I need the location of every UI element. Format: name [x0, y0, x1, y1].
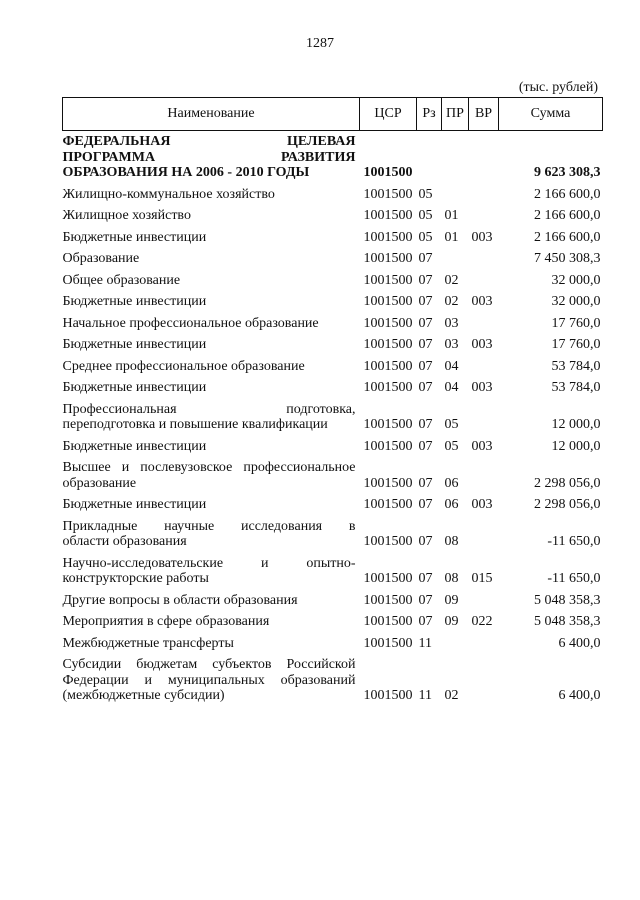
row-pr: 06: [444, 475, 459, 491]
row-name: [63, 313, 360, 335]
row-sum: 6 400,0: [558, 635, 601, 651]
row-name-line: области образования: [62, 534, 187, 549]
table-row: [63, 270, 603, 292]
row-csr: 1001500: [363, 438, 413, 454]
row-sum: 2 298 056,0: [534, 475, 601, 491]
table-row: [63, 590, 603, 612]
row-vr: [469, 270, 499, 292]
row-pr: [442, 184, 469, 206]
table-row: [63, 553, 603, 590]
row-rz: 11: [418, 635, 432, 651]
row-name-line: Бюджетные инвестиции: [62, 438, 207, 454]
row-sum: 7 450 308,3: [534, 251, 601, 266]
row-rz: 07: [418, 251, 433, 266]
row-sum: 32 000,0: [551, 294, 601, 309]
row-name: [63, 184, 360, 206]
row-name: [63, 377, 360, 399]
row-name-line: Образование: [62, 251, 140, 266]
row-vr: 003: [471, 294, 493, 309]
row-csr: 1001500: [363, 635, 413, 651]
row-pr: 01: [444, 229, 459, 245]
table-row: [63, 356, 603, 378]
row-vr: 003: [471, 380, 493, 395]
row-sum: -11 650,0: [547, 534, 601, 549]
header-sum: Сумма: [499, 98, 603, 131]
row-name: [63, 356, 360, 378]
row-vr: 015: [471, 571, 493, 586]
table-row: [63, 291, 603, 313]
row-pr: 02: [444, 294, 459, 309]
row-sum: 5 048 358,3: [534, 592, 601, 608]
row-rz: 07: [418, 417, 433, 432]
row-rz: 07: [418, 614, 433, 629]
row-name-line: Федерации и муниципальных образований: [62, 672, 356, 688]
row-rz: 07: [418, 315, 433, 331]
row-name: [63, 270, 360, 292]
row-name: [63, 227, 360, 249]
row-sum: 12 000,0: [551, 438, 601, 454]
row-rz: 07: [418, 592, 433, 608]
table-row: [63, 227, 603, 249]
row-sum: -11 650,0: [547, 571, 601, 586]
row-name-line: Общее образование: [62, 272, 181, 288]
row-name-line: Жилищное хозяйство: [62, 208, 191, 223]
row-pr: 03: [444, 315, 459, 331]
row-name: [63, 590, 360, 612]
row-name-line: Прикладные научные исследования в: [62, 518, 356, 534]
row-vr: [469, 633, 499, 655]
row-vr: [469, 457, 499, 494]
row-pr: 03: [444, 337, 459, 352]
row-name-line: Бюджетные инвестиции: [62, 337, 207, 352]
row-vr: [469, 654, 499, 707]
row-vr: [469, 205, 499, 227]
budget-table: [62, 97, 603, 707]
row-name-line: Субсидии бюджетам субъектов Российской: [62, 657, 356, 672]
row-rz: 07: [418, 380, 433, 395]
table-row: [63, 184, 603, 206]
row-pr: 09: [444, 592, 459, 608]
row-csr: 1001500: [363, 614, 413, 629]
row-pr: 09: [444, 614, 459, 629]
row-csr: 1001500: [363, 534, 413, 549]
row-csr: 1001500: [363, 229, 413, 245]
row-name-line: Бюджетные инвестиции: [62, 497, 207, 512]
row-rz: 07: [418, 534, 433, 549]
row-pr: 02: [444, 688, 459, 703]
table-row: [63, 399, 603, 436]
row-name-line: образование: [62, 475, 137, 491]
row-csr: 1001500: [363, 337, 413, 352]
row-rz: 07: [418, 294, 433, 309]
row-csr: 1001500: [363, 165, 413, 180]
row-name: [63, 436, 360, 458]
row-sum: 5 048 358,3: [534, 614, 601, 629]
table-body: [63, 131, 603, 707]
header-csr: ЦСР: [360, 98, 417, 131]
row-sum: 2 298 056,0: [534, 497, 601, 512]
row-sum: 32 000,0: [551, 272, 601, 288]
row-csr: 1001500: [363, 294, 413, 309]
row-vr: [469, 313, 499, 335]
row-vr: 003: [471, 229, 493, 245]
row-pr: [442, 633, 469, 655]
row-name-line: переподготовка и повышение квалификации: [62, 417, 328, 432]
row-csr: 1001500: [363, 380, 413, 395]
row-sum: 2 166 600,0: [534, 208, 601, 223]
row-name: [63, 131, 360, 184]
row-rz: [417, 131, 442, 184]
table-row: [63, 205, 603, 227]
row-name-line: Межбюджетные трансферты: [62, 635, 234, 651]
header-name: Наименование: [63, 98, 360, 131]
table-row: [63, 313, 603, 335]
table-row: [63, 654, 603, 707]
row-name-line: Бюджетные инвестиции: [62, 380, 207, 395]
row-csr: 1001500: [363, 315, 413, 331]
row-name-line: Мероприятия в сфере образования: [62, 614, 270, 629]
row-sum: 9 623 308,3: [534, 165, 601, 180]
row-csr: 1001500: [363, 688, 413, 703]
row-rz: 05: [418, 208, 433, 223]
row-rz: 07: [418, 272, 433, 288]
table-header: [63, 98, 603, 131]
row-name: [63, 633, 360, 655]
row-pr: 02: [444, 272, 459, 288]
row-vr: [469, 590, 499, 612]
row-name-line: Бюджетные инвестиции: [62, 229, 207, 245]
row-name-line: Научно-исследовательские и опытно-: [62, 555, 356, 571]
table-row: [63, 377, 603, 399]
table-row: [63, 633, 603, 655]
header-vr: ВР: [469, 98, 499, 131]
table-row: [63, 494, 603, 516]
row-vr: [469, 248, 499, 270]
row-rz: 07: [418, 475, 433, 491]
row-pr: 08: [444, 571, 459, 586]
row-rz: 07: [418, 358, 433, 374]
row-csr: 1001500: [363, 251, 413, 266]
row-name-line: Высшее и послевузовское профессиональное: [62, 460, 356, 475]
row-rz: 07: [418, 571, 433, 586]
row-vr: [469, 516, 499, 553]
row-csr: 1001500: [363, 571, 413, 586]
row-pr: 01: [444, 208, 459, 223]
row-name: [63, 516, 360, 553]
row-pr: 08: [444, 534, 459, 549]
row-csr: 1001500: [363, 417, 413, 432]
row-name-line: ПРОГРАММА РАЗВИТИЯ: [62, 149, 356, 165]
row-name-line: ФЕДЕРАЛЬНАЯ ЦЕЛЕВАЯ: [62, 134, 356, 149]
row-vr: [469, 356, 499, 378]
row-sum: 53 784,0: [551, 358, 601, 374]
row-name: [63, 654, 360, 707]
row-sum: 2 166 600,0: [534, 186, 601, 202]
row-name: [63, 248, 360, 270]
row-rz: 11: [418, 688, 432, 703]
row-name: [63, 205, 360, 227]
row-rz: 07: [418, 337, 433, 352]
table-row: [63, 516, 603, 553]
row-vr: [469, 131, 499, 184]
row-pr: 05: [444, 417, 459, 432]
row-name-line: ОБРАЗОВАНИЯ НА 2006 - 2010 ГОДЫ: [62, 165, 310, 180]
row-name-line: Жилищно-коммунальное хозяйство: [62, 186, 275, 202]
row-pr: 05: [444, 438, 459, 454]
row-name-line: Среднее профессиональное образование: [62, 358, 305, 374]
table-row: [63, 611, 603, 633]
row-vr: [469, 184, 499, 206]
row-vr: 003: [471, 337, 493, 352]
row-vr: 003: [471, 497, 493, 512]
row-name: [63, 291, 360, 313]
row-name-line: Начальное профессиональное образование: [62, 315, 319, 331]
row-vr: 022: [471, 614, 493, 629]
row-sum: 6 400,0: [558, 688, 601, 703]
row-name-line: конструкторские работы: [62, 571, 209, 586]
row-sum: 17 760,0: [551, 315, 601, 331]
table-row: [63, 131, 603, 184]
row-name-line: Другие вопросы в области образования: [62, 592, 298, 608]
row-pr: 04: [444, 380, 459, 395]
row-vr: [469, 399, 499, 436]
row-pr: 06: [444, 497, 459, 512]
header-rz: Рз: [417, 98, 442, 131]
row-sum: 2 166 600,0: [534, 229, 601, 245]
page-number: 1287: [306, 36, 334, 51]
row-pr: 04: [444, 358, 459, 374]
table-row: [63, 248, 603, 270]
row-csr: 1001500: [363, 497, 413, 512]
row-sum: 12 000,0: [551, 417, 601, 432]
row-sum: 17 760,0: [551, 337, 601, 352]
row-rz: 05: [418, 229, 433, 245]
row-rz: 07: [418, 497, 433, 512]
row-name: [63, 611, 360, 633]
row-pr: [442, 248, 469, 270]
row-csr: 1001500: [363, 272, 413, 288]
row-rz: 07: [418, 438, 433, 454]
table-row: [63, 436, 603, 458]
table-row: [63, 457, 603, 494]
row-name-line: Профессиональная подготовка,: [62, 401, 356, 417]
row-name: [63, 457, 360, 494]
row-name: [63, 399, 360, 436]
row-name: [63, 494, 360, 516]
row-name-line: (межбюджетные субсидии): [62, 688, 225, 703]
row-csr: 1001500: [363, 475, 413, 491]
row-vr: 003: [471, 438, 493, 454]
row-name: [63, 334, 360, 356]
header-pr: ПР: [442, 98, 469, 131]
row-csr: 1001500: [363, 592, 413, 608]
row-name-line: Бюджетные инвестиции: [62, 294, 207, 309]
row-csr: 1001500: [363, 358, 413, 374]
units-caption: (тыс. рублей): [518, 80, 598, 95]
row-csr: 1001500: [363, 186, 413, 202]
table-row: [63, 334, 603, 356]
row-rz: 05: [418, 186, 433, 202]
row-pr: [442, 131, 469, 184]
row-csr: 1001500: [363, 208, 413, 223]
row-name: [63, 553, 360, 590]
row-sum: 53 784,0: [551, 380, 601, 395]
